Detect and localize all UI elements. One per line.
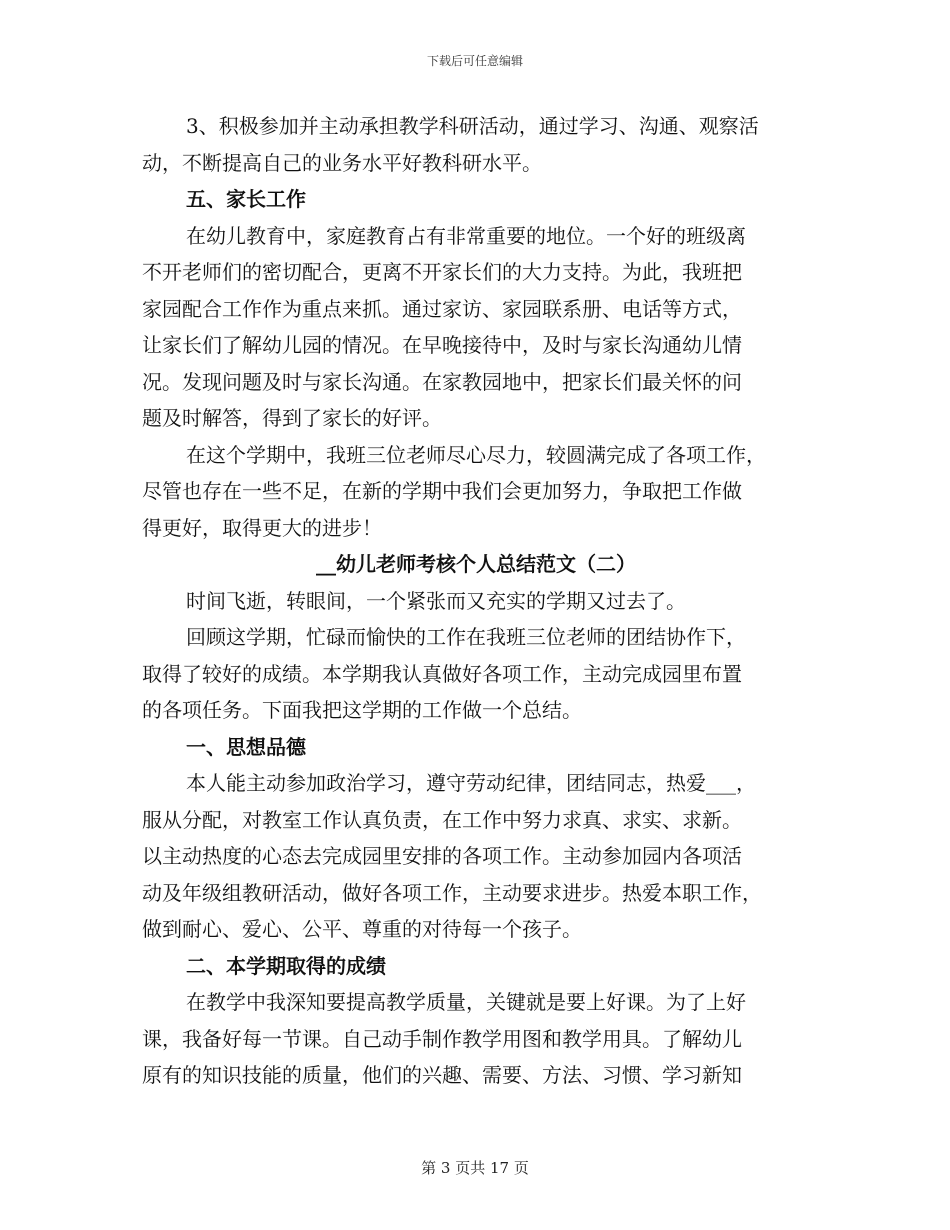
document-body bbox=[142, 108, 810, 1094]
text-line: 3、积极参加并主动承担教学科研活动，通过学习、沟通、观察活 bbox=[186, 114, 759, 138]
text-line: 本人能主动参加政治学习，遵守劳动纪律，团结同志，热爱___， bbox=[186, 771, 756, 795]
page-header: 下载后可任意编辑 bbox=[426, 54, 523, 68]
section-title: __幼儿老师考核个人总结范文（二） bbox=[316, 552, 636, 576]
text-line: 原有的知识技能的质量，他们的兴趣、需要、方法、习惯、学习新知 bbox=[142, 1063, 742, 1087]
text-line: 服从分配，对教室工作认真负责，在工作中努力求真、求实、求新。 bbox=[142, 807, 742, 832]
text-line: 以主动热度的心态去完成园里安排的各项工作。主动参加园内各项活 bbox=[142, 844, 742, 868]
text-line: 得更好，取得更大的进步！ bbox=[142, 515, 382, 540]
text-line: 动，不断提高自己的业务水平好教科研水平。 bbox=[142, 150, 542, 175]
text-line: 动及年级组教研活动，做好各项工作，主动要求进步。热爱本职工作， bbox=[142, 880, 762, 905]
text-line: 让家长们了解幼儿园的情况。在早晚接待中，及时与家长沟通幼儿情 bbox=[142, 333, 742, 357]
text-line: 时间飞逝，转眼间，一个紧张而又充实的学期又过去了。 bbox=[186, 588, 686, 613]
section-heading: 五、家长工作 bbox=[186, 187, 306, 211]
text-line: 课，我备好每一节课。自己动手制作教学用图和教学用具。了解幼儿 bbox=[142, 1026, 742, 1051]
text-line: 况。发现问题及时与家长沟通。在家教园地中，把家长们最关怀的问 bbox=[142, 369, 742, 394]
text-line: 的各项任务。下面我把这学期的工作做一个总结。 bbox=[142, 698, 582, 722]
text-line: 取得了较好的成绩。本学期我认真做好各项工作，主动完成园里布置 bbox=[142, 661, 742, 686]
text-line: 做到耐心、爱心、公平、尊重的对待每一个孩子。 bbox=[142, 917, 582, 941]
page-footer: 第 3 页共 17 页 bbox=[421, 1159, 529, 1177]
text-line: 在教学中我深知要提高教学质量，关键就是要上好课。为了上好 bbox=[186, 990, 746, 1014]
text-line: 不开老师们的密切配合，更离不开家长们的大力支持。为此，我班把 bbox=[142, 260, 742, 284]
text-line: 回顾这学期，忙碌而愉快的工作在我班三位老师的团结协作下， bbox=[186, 625, 746, 649]
section-heading: 二、本学期取得的成绩 bbox=[186, 953, 386, 978]
text-line: 家园配合工作作为重点来抓。通过家访、家园联系册、电话等方式， bbox=[142, 296, 742, 321]
text-line: 尽管也存在一些不足，在新的学期中我们会更加努力，争取把工作做 bbox=[142, 479, 742, 503]
section-heading: 一、思想品德 bbox=[186, 734, 306, 759]
text-line: 在幼儿教育中，家庭教育占有非常重要的地位。一个好的班级离 bbox=[186, 223, 746, 248]
text-line: 在这个学期中，我班三位老师尽心尽力，较圆满完成了各项工作， bbox=[186, 442, 766, 467]
text-line: 题及时解答，得到了家长的好评。 bbox=[142, 406, 442, 430]
